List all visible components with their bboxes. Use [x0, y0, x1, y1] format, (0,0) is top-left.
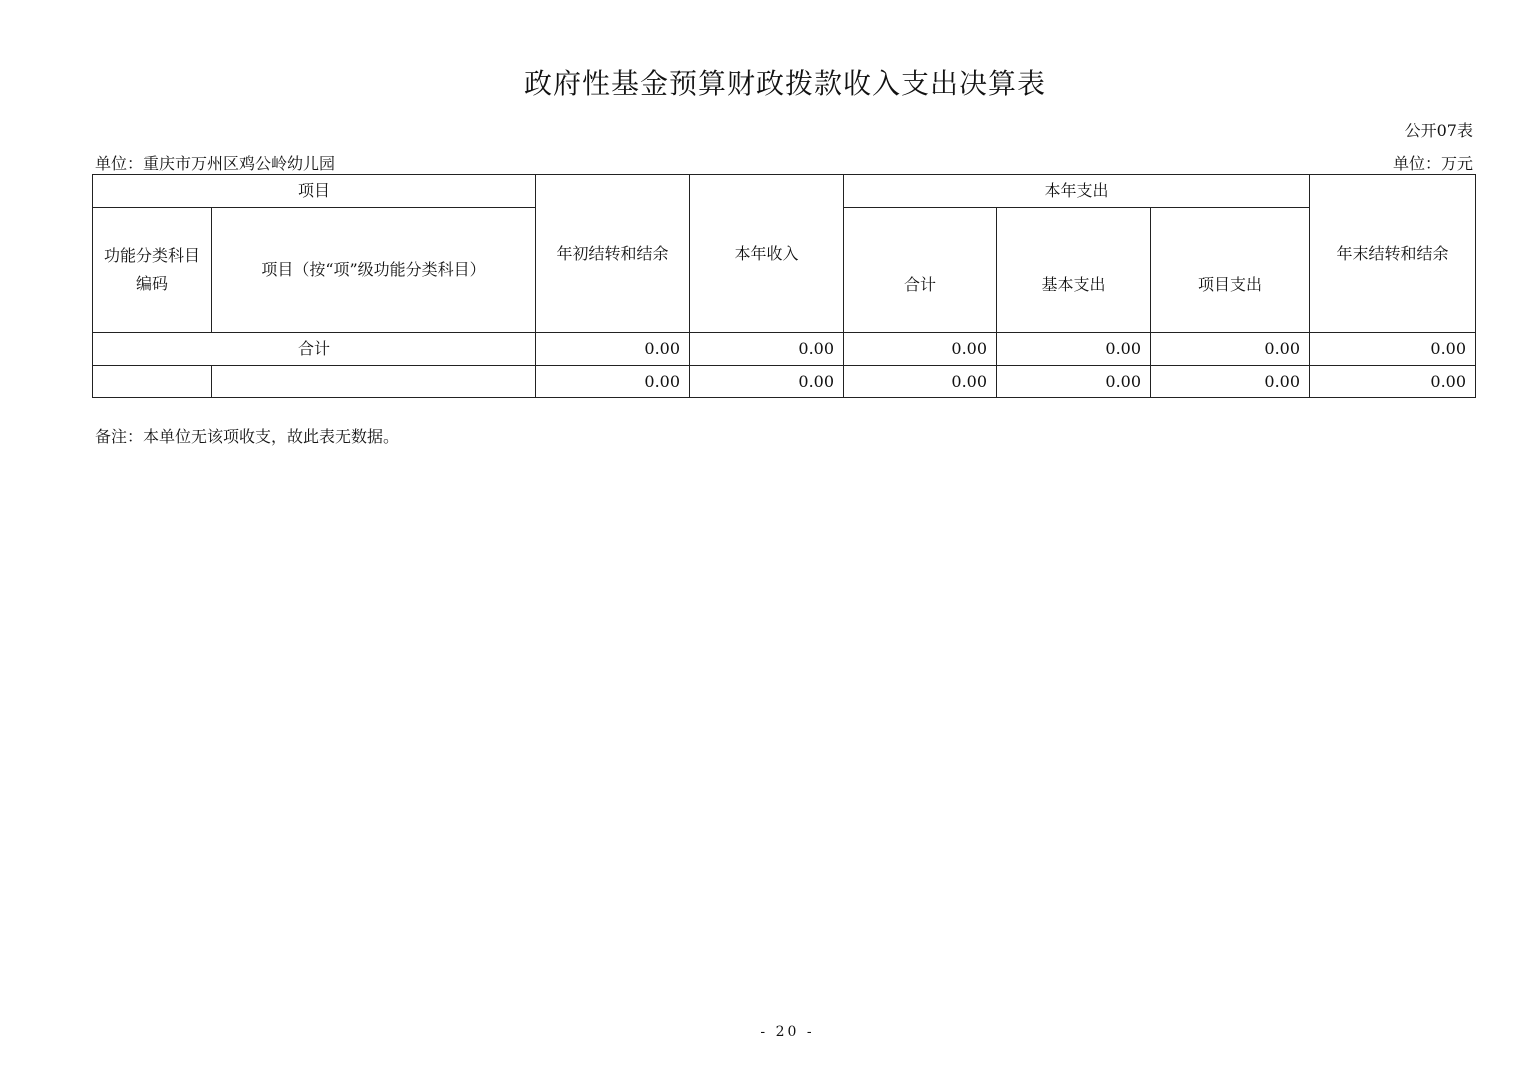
- row-basic-expense: 0.00: [997, 366, 1151, 398]
- row-current-income: 0.00: [690, 366, 844, 398]
- row-expense-total: 0.00: [844, 366, 997, 398]
- total-expense-total: 0.00: [844, 333, 997, 366]
- header-current-expense: 本年支出: [844, 175, 1310, 208]
- unit-name: 单位：重庆市万州区鸡公岭幼儿园: [95, 154, 336, 173]
- row-function-code: [93, 366, 212, 398]
- row-project-expense: 0.00: [1151, 366, 1310, 398]
- row-begin-balance: 0.00: [536, 366, 690, 398]
- page-title: 政府性基金预算财政拨款收入支出决算表: [523, 67, 1046, 100]
- total-begin-balance: 0.00: [536, 333, 690, 366]
- total-row: [93, 333, 1476, 366]
- form-number: 公开07表: [1404, 121, 1473, 140]
- total-end-balance: 0.00: [1310, 333, 1476, 366]
- header-item-name: 项目（按“项”级功能分类科目）: [212, 208, 536, 333]
- header-begin-balance: 年初结转和结余: [536, 175, 690, 333]
- header-project-expense: 项目支出: [1151, 208, 1310, 333]
- unit-currency: 单位：万元: [1392, 154, 1473, 173]
- budget-table: [92, 174, 1476, 398]
- total-basic-expense: 0.00: [997, 333, 1151, 366]
- header-basic-expense: 基本支出: [997, 208, 1151, 333]
- header-project: 项目: [93, 175, 536, 208]
- remark-note: 备注：本单位无该项收支，故此表无数据。: [95, 427, 400, 446]
- header-function-code: 功能分类科目编码: [93, 208, 212, 333]
- table-row: [93, 366, 1476, 398]
- header-current-income: 本年收入: [690, 175, 844, 333]
- header-expense-total: 合计: [844, 208, 997, 333]
- page-number: - 20 -: [760, 1024, 815, 1040]
- total-label: 合计: [93, 333, 536, 366]
- row-item-name: [212, 366, 536, 398]
- total-project-expense: 0.00: [1151, 333, 1310, 366]
- total-current-income: 0.00: [690, 333, 844, 366]
- header-row-1: [93, 175, 1476, 208]
- header-end-balance: 年末结转和结余: [1310, 175, 1476, 333]
- row-end-balance: 0.00: [1310, 366, 1476, 398]
